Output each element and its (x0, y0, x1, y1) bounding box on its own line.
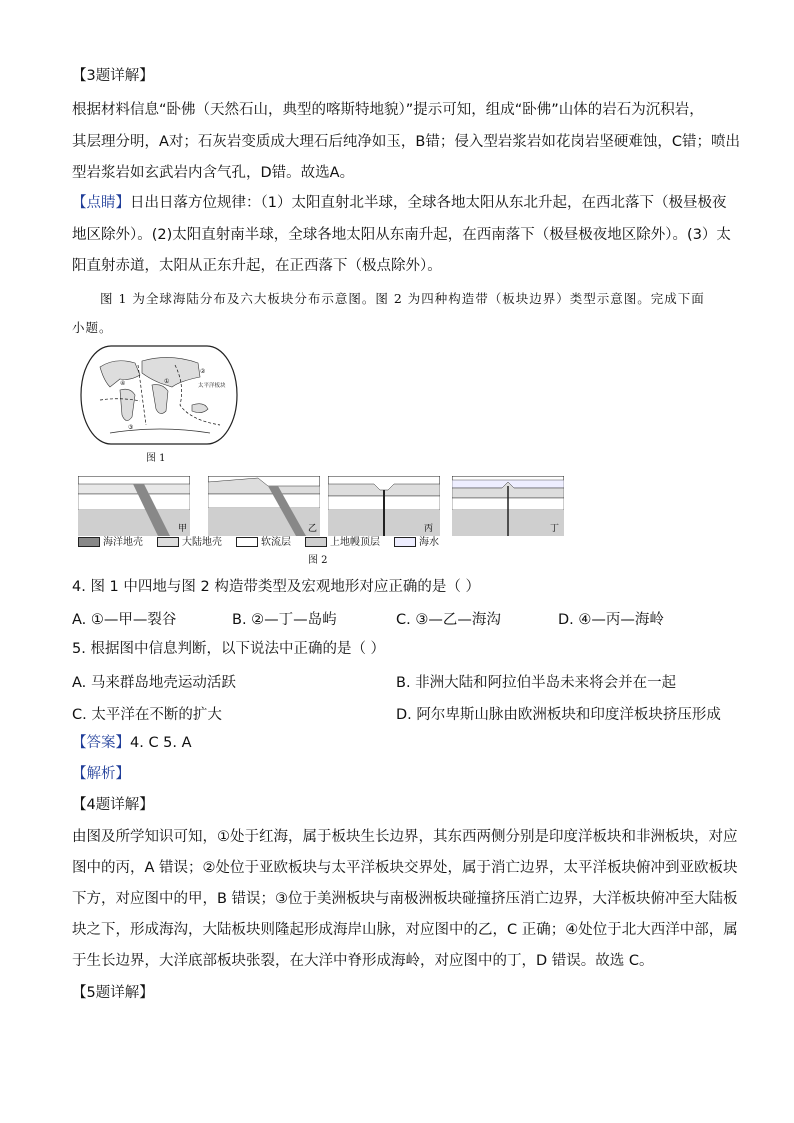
section-4-heading: 【4题详解】 (72, 797, 154, 813)
section-4-text-4: 块之下，形成海沟，大陆板块则隆起形成海岸山脉，对应图中的乙，C 正确；④处位于北大西洋中部，属 (72, 922, 738, 938)
section-4-text-5: 于生长边界，大洋底部板块张裂，在大洋中脊形成海岭，对应图中的丁，D 错误。故选 C。 (72, 953, 654, 969)
section-4-text-2: 图中的丙，A 错误；②处位于亚欧板块与太平洋板块交界处，属于消亡边界，太平洋板块俯冲到亚欧板块 (72, 860, 738, 876)
section-panel-yi (208, 476, 320, 536)
tip-text-1: 日出日落方位规律：（1）太阳直射北半球，全球各地太阳从东北升起，在西北落下（极昼极夜 (130, 195, 727, 211)
tip-paragraph-1 (72, 193, 726, 213)
tip-text-3: 阳直射赤道，太阳从正东升起，在正西落下（极点除外）。 (72, 258, 442, 274)
tip-text-2: 地区除外）。(2)太阳直射南半球，全球各地太阳从东南升起，在西南落下（极昼极夜地区除外）。(3）太 (72, 227, 731, 243)
tip-label: 【点睛】 (72, 195, 130, 211)
panel-label-yi: 乙 (308, 524, 318, 534)
world-plate-map (80, 345, 238, 445)
panel-label-jia: 甲 (178, 524, 188, 534)
section-4-text-3: 下方，对应图中的甲，B 错误；③位于美洲板块与南极洲板块碰撞挤压消亡边界，大洋板块俯冲至大陆板 (72, 891, 738, 907)
svg-text:①: ① (164, 378, 170, 385)
question-4-stem: 4. 图 1 中四地与图 2 构造带类型及宏观地形对应正确的是（ ） (72, 579, 480, 595)
q4-option-a: A. ①—甲—裂谷 (72, 612, 177, 628)
answer-line (72, 733, 192, 753)
legend-item: 海洋地壳 (78, 533, 143, 548)
section-3-text-3: 型岩浆岩如玄武岩内含气孔，D错。故选A。 (72, 165, 355, 181)
answer-label: 【答案】 (72, 735, 130, 751)
intro-text-1: 图 1 为全球海陆分布及六大板块分布示意图。图 2 为四种构造带（板块边界）类型示意图。完成下面 (100, 291, 705, 306)
svg-text:②: ② (200, 368, 206, 375)
legend-item: 软流层 (236, 533, 291, 548)
section-4-text-1: 由图及所学知识可知，①处于红海，属于板块生长边界，其东西两侧分别是印度洋板块和非洲板块，对应 (72, 829, 738, 845)
answer-value: 4. C 5. A (130, 735, 192, 751)
intro-text-2: 小题。 (72, 320, 113, 335)
q4-option-d: D. ④—丙—海岭 (558, 612, 664, 628)
section-panel-bing (328, 476, 440, 536)
q5-option-c: C. 太平洋在不断的扩大 (72, 707, 222, 723)
legend-item: 上地幔顶层 (305, 533, 380, 548)
section-3-text-1: 根据材料信息“卧佛（天然石山，典型的喀斯特地貌）”提示可知，组成“卧佛”山体的岩石为沉积岩， (72, 102, 704, 118)
legend-item: 海水 (394, 533, 439, 548)
q4-option-c: C. ③—乙—海沟 (396, 612, 501, 628)
pacific-plate-label: 太平洋板块 (198, 383, 226, 389)
figure-2-legend (78, 533, 439, 548)
figure-2-caption: 图 2 (308, 555, 328, 566)
legend-item: 大陆地壳 (157, 533, 222, 548)
figure-1-caption: 图 1 (146, 453, 166, 464)
svg-text:④: ④ (120, 380, 126, 387)
section-3-text-2: 其层理分明，A对；石灰岩变质成大理石后纯净如玉，B错；侵入型岩浆岩如花岗岩坚硬难蚀，C错；喷出 (72, 134, 740, 150)
section-3-heading: 【3题详解】 (72, 68, 154, 84)
section-5-heading: 【5题详解】 (72, 985, 154, 1001)
q4-option-b: B. ②—丁—岛屿 (232, 612, 337, 628)
panel-label-bing: 丙 (424, 524, 434, 534)
panel-label-ding: 丁 (550, 524, 560, 534)
svg-text:③: ③ (128, 424, 134, 431)
q5-option-b: B. 非洲大陆和阿拉伯半岛未来将会并在一起 (396, 675, 677, 691)
section-panel-jia (78, 476, 190, 536)
question-5-stem: 5. 根据图中信息判断，以下说法中正确的是（ ） (72, 641, 386, 657)
analysis-heading: 【解析】 (72, 766, 130, 782)
q5-option-d: D. 阿尔卑斯山脉由欧洲板块和印度洋板块挤压形成 (396, 707, 721, 723)
q5-option-a: A. 马来群岛地壳运动活跃 (72, 675, 236, 691)
section-panel-ding (452, 476, 564, 536)
